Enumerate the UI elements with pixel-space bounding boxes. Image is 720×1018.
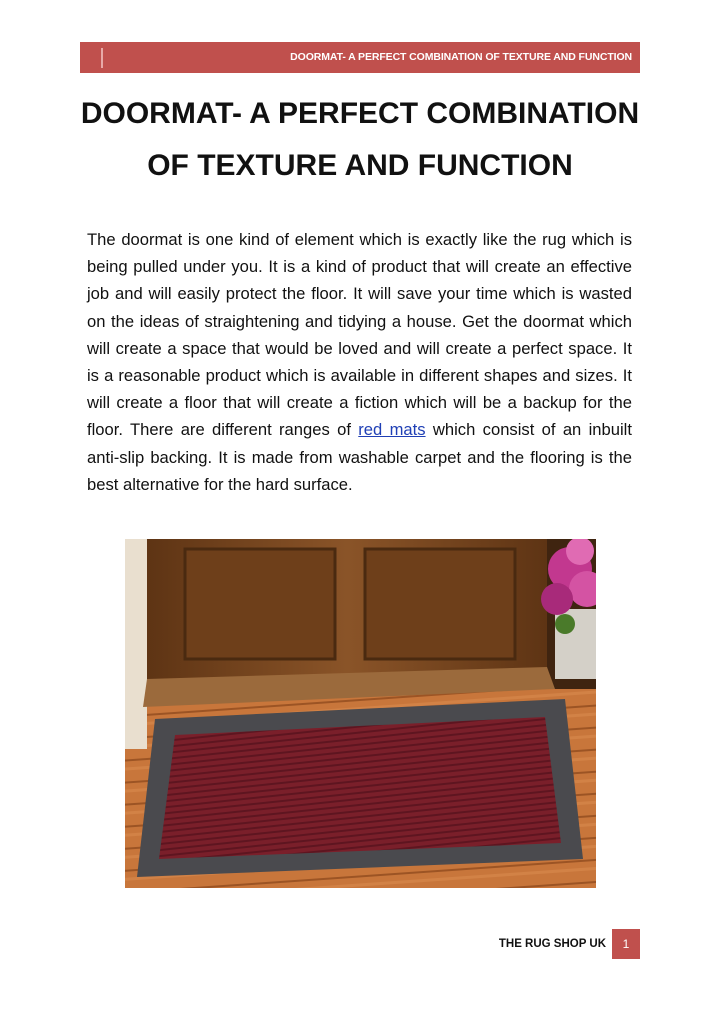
header-divider: [101, 48, 103, 68]
paragraph-text-after-link: which consist of an inbuilt anti-slip backing. It is made from washable carpet and the flooring is the best alternative for the hard surface.: [87, 420, 632, 494]
paragraph-text-before-link: The doormat is one kind of element which is exactly like the rug which is being pulled under you. It is a kind of product that will create an effective job and will easily protect the floor. It will save your time which is wasted on the ideas of straightening and tidying a house. Get the doormat which will create a space that would be loved and will create a perfect space. It is a reasonable product which is available in different shapes and sizes. It will create a floor that will create a fiction which will be a backup for the floor. There are different ranges of: [87, 230, 632, 440]
page-title: DOORMAT- A PERFECT COMBINATION OF TEXTURE AND FUNCTION: [80, 97, 640, 182]
page-number: 1: [612, 929, 640, 959]
doormat-photo: [125, 539, 596, 888]
red-mats-link[interactable]: red mats: [358, 420, 426, 440]
doormat-illustration: [125, 539, 596, 888]
body-paragraph: [87, 226, 632, 498]
footer-brand: THE RUG SHOP UK: [498, 938, 606, 950]
running-header-title: DOORMAT- A PERFECT COMBINATION OF TEXTURE AND FUNCTION: [290, 51, 632, 63]
running-header: [80, 42, 640, 73]
